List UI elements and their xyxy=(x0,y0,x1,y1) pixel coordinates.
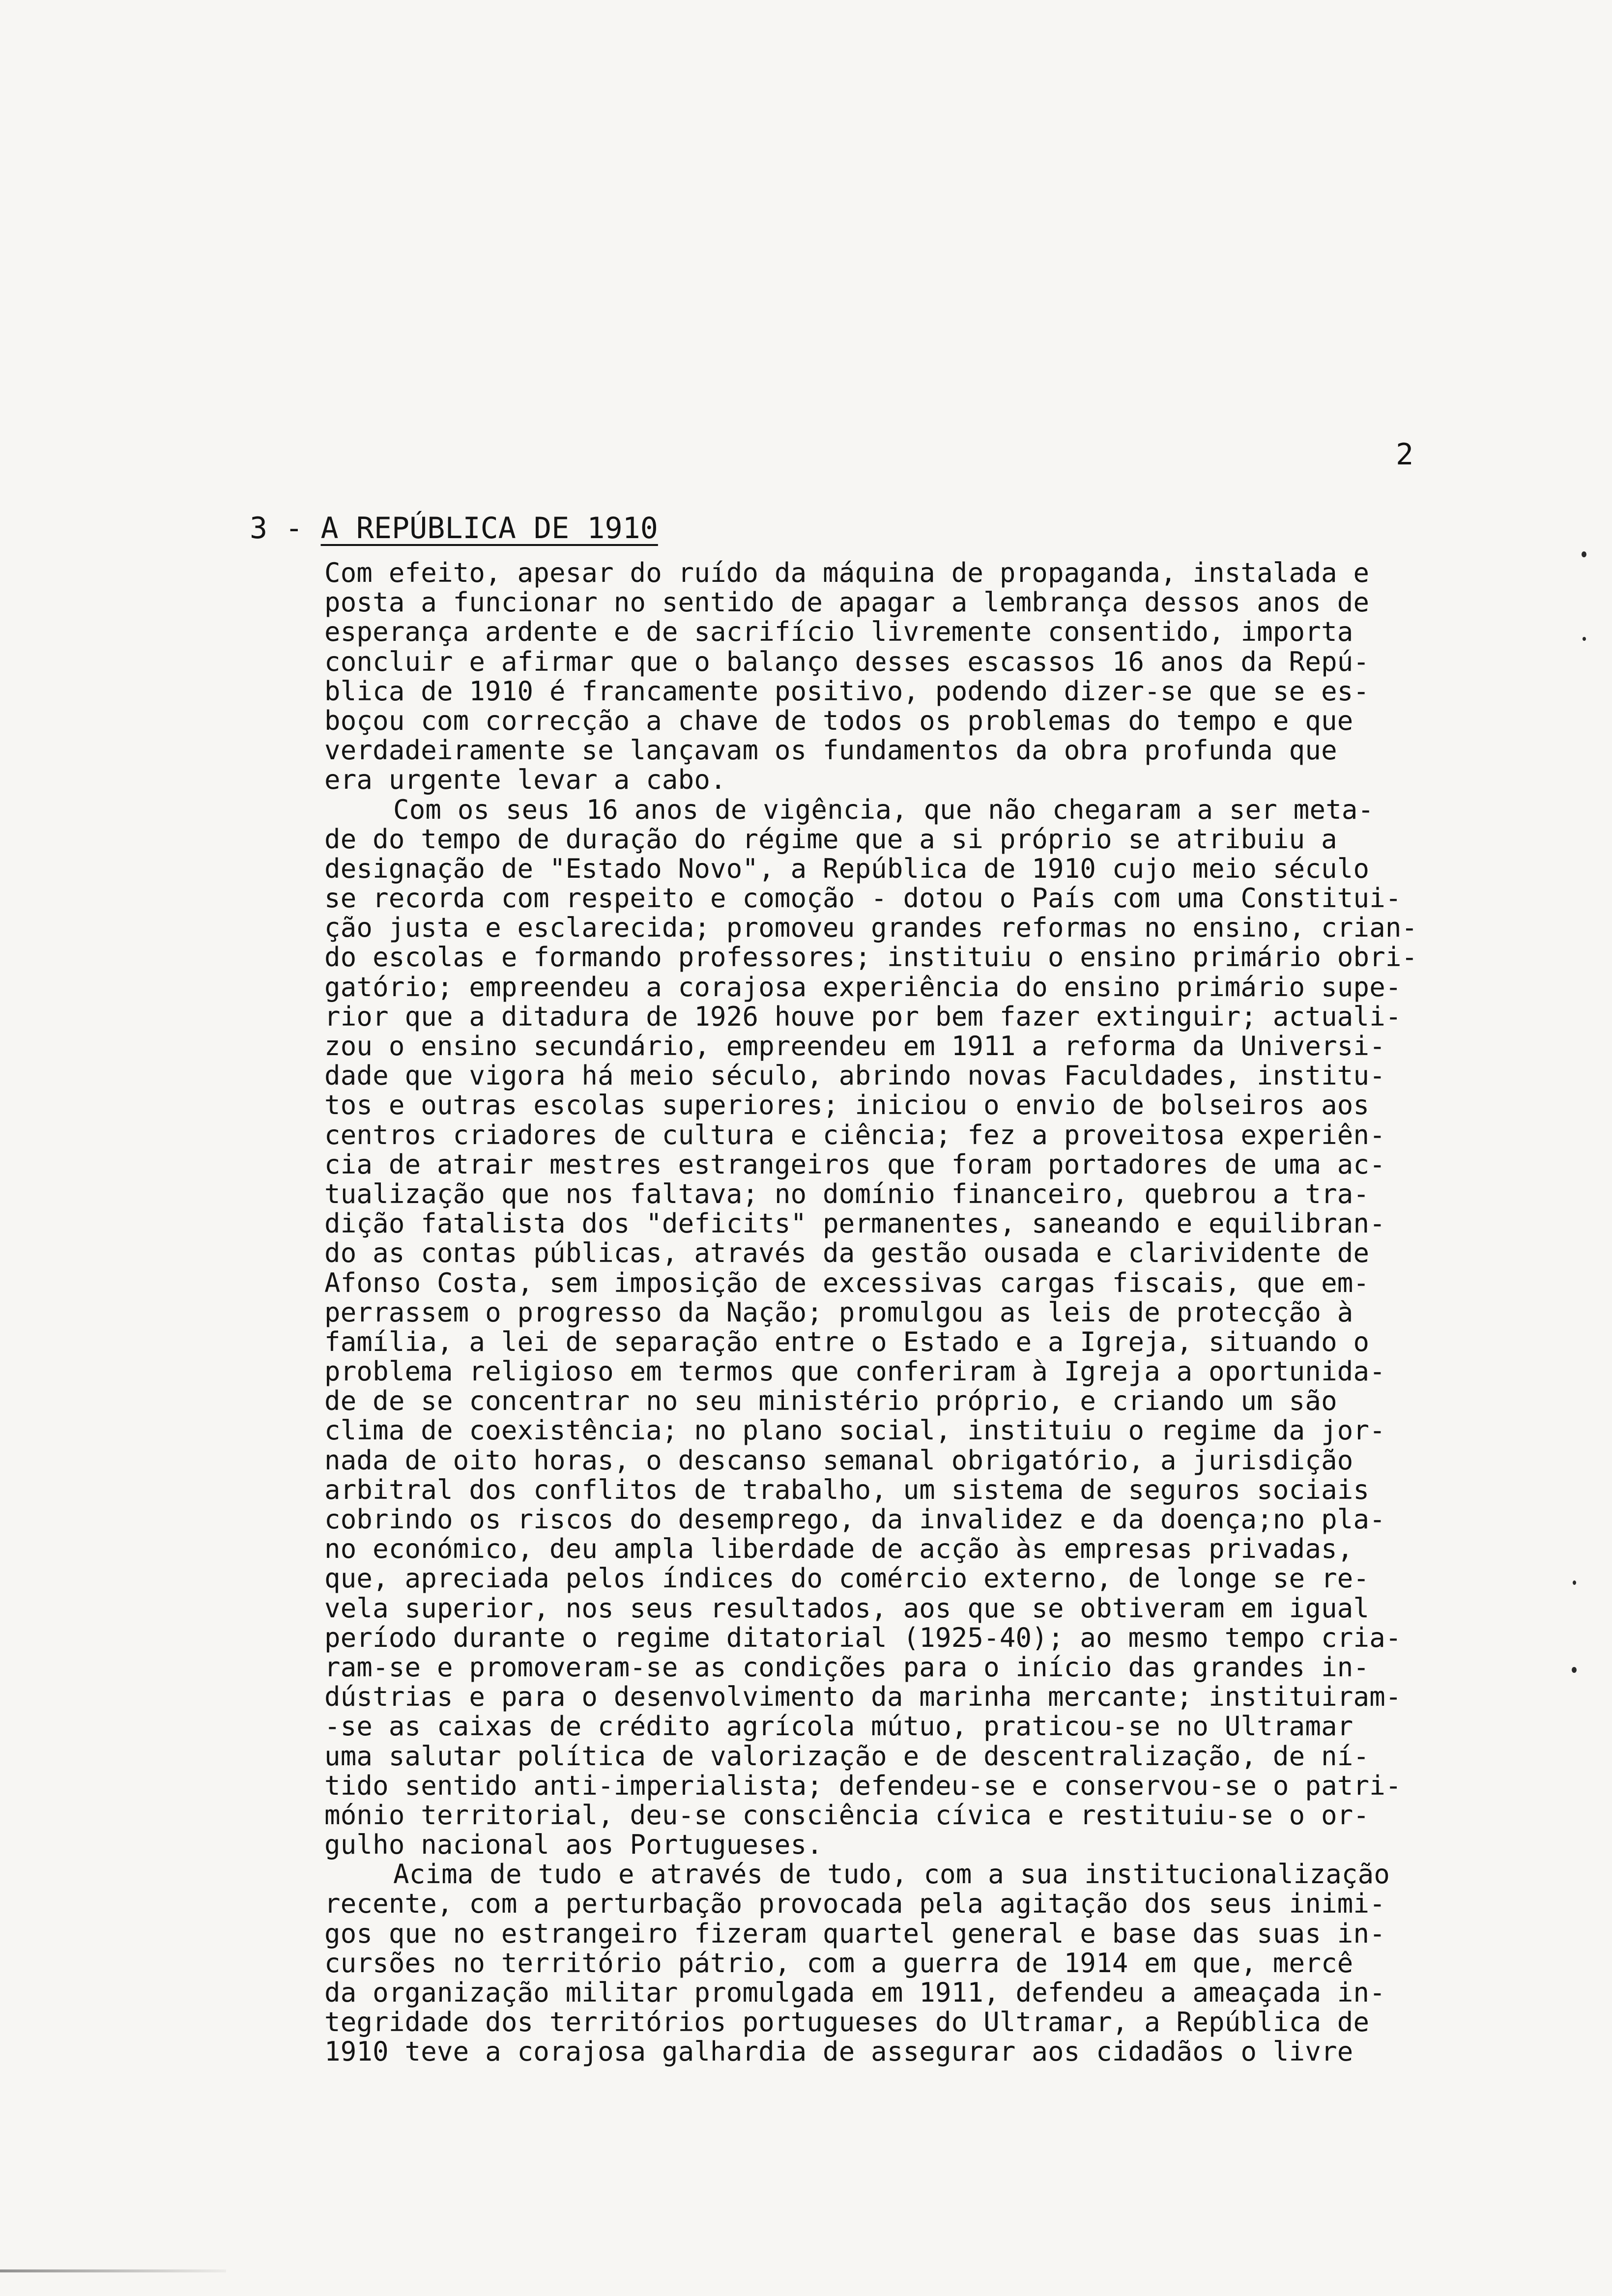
text-line: blica de 1910 é francamente positivo, podendo dizer-se que se es- xyxy=(324,675,1370,707)
text-line: cursões no território pátrio, com a guerra de 1914 em que, mercê xyxy=(324,1947,1353,1979)
scan-smudge xyxy=(0,2269,226,2272)
text-line: dade que vigora há meio século, abrindo novas Faculdades, institu- xyxy=(324,1060,1385,1091)
text-line: do as contas públicas, através da gestão ousada e clarividente de xyxy=(324,1237,1370,1269)
text-line: da organização militar promulgada em 1911, defendeu a ameaçada in- xyxy=(324,1977,1385,2008)
text-line: de do tempo de duração do régime que a si próprio se atribuiu a xyxy=(324,823,1337,855)
text-line: gos que no estrangeiro fizeram quartel general e base das suas in- xyxy=(324,1918,1385,1949)
text-line: gulho nacional aos Portugueses. xyxy=(324,1829,823,1861)
text-line: dústrias e para o desenvolvimento da marinha mercante; instituiram- xyxy=(324,1681,1402,1713)
text-line: zou o ensino secundário, empreendeu em 1911 a reforma da Universi- xyxy=(324,1031,1385,1062)
text-line: Acima de tudo e através de tudo, com a sua institucionalização xyxy=(393,1859,1390,1890)
text-line: de de se concentrar no seu ministério próprio, e criando um são xyxy=(324,1385,1337,1417)
text-line: boçou com correcção a chave de todos os problemas do tempo e que xyxy=(324,705,1353,736)
ink-speck xyxy=(1583,637,1586,641)
text-line: problema religioso em termos que conferiram à Igreja a oportunida- xyxy=(324,1356,1385,1387)
text-line: perrassem o progresso da Nação; promulgou as leis de protecção à xyxy=(324,1296,1353,1328)
text-line: cia de atrair mestres estrangeiros que foram portadores de uma ac- xyxy=(324,1148,1385,1180)
text-line: do escolas e formando professores; instituiu o ensino primário obri- xyxy=(324,942,1418,973)
text-line: gatório; empreendeu a corajosa experiência do ensino primário supe- xyxy=(324,971,1402,1003)
text-line: designação de "Estado Novo", a República de 1910 cujo meio século xyxy=(324,853,1370,884)
section-heading xyxy=(250,511,658,545)
text-line: rior que a ditadura de 1926 houve por bem fazer extinguir; actuali- xyxy=(324,1001,1402,1032)
text-line: uma salutar política de valorização e de descentralização, de ní- xyxy=(324,1740,1370,1772)
text-line: tualização que nos faltava; no domínio financeiro, quebrou a tra- xyxy=(324,1178,1370,1209)
text-line: dição fatalista dos "deficits" permanentes, saneando e equilibran- xyxy=(324,1208,1385,1239)
text-line: -se as caixas de crédito agrícola mútuo, praticou-se no Ultramar xyxy=(324,1711,1353,1742)
section-title: A REPÚBLICA DE 1910 xyxy=(320,511,658,545)
text-line: tegridade dos territórios portugueses do Ultramar, a República de xyxy=(324,2007,1370,2038)
text-line: Afonso Costa, sem imposição de excessivas cargas fiscais, que em- xyxy=(324,1267,1370,1298)
text-line: centros criadores de cultura e ciência; fez a proveitosa experiên- xyxy=(324,1119,1385,1150)
text-line: posta a funcionar no sentido de apagar a lembrança dessos anos de xyxy=(324,587,1370,618)
text-line: se recorda com respeito e comoção - dotou o País com uma Constitui- xyxy=(324,883,1402,914)
text-line: mónio territorial, deu-se consciência cívica e restituiu-se o or- xyxy=(324,1799,1370,1831)
text-line: nada de oito horas, o descanso semanal obrigatório, a jurisdição xyxy=(324,1444,1353,1476)
text-line: verdadeiramente se lançavam os fundamentos da obra profunda que xyxy=(324,735,1337,766)
text-line: Com efeito, apesar do ruído da máquina de propaganda, instalada e xyxy=(324,557,1370,588)
text-line: tido sentido anti-imperialista; defendeu-se e conservou-se o patri- xyxy=(324,1770,1402,1801)
text-line: família, a lei de separação entre o Estado e a Igreja, situando o xyxy=(324,1326,1370,1357)
text-line: no económico, deu ampla liberdade de acção às empresas privadas, xyxy=(324,1533,1353,1565)
text-line: ram-se e promoveram-se as condições para o início das grandes in- xyxy=(324,1651,1370,1683)
text-line: que, apreciada pelos índices do comércio externo, de longe se re- xyxy=(324,1563,1370,1594)
text-line: tos e outras escolas superiores; iniciou o envio de bolseiros aos xyxy=(324,1090,1370,1121)
ink-speck xyxy=(1572,1667,1577,1673)
ink-speck xyxy=(1582,551,1586,557)
text-line: período durante o regime ditatorial (1925-40); ao mesmo tempo cria- xyxy=(324,1622,1402,1653)
ink-speck xyxy=(1573,1580,1576,1585)
section-number: 3 - xyxy=(250,511,303,545)
text-line: era urgente levar a cabo. xyxy=(324,764,726,796)
body-text xyxy=(324,558,1524,2067)
text-line: concluir e afirmar que o balanço desses escassos 16 anos da Repú- xyxy=(324,646,1370,677)
text-line: ção justa e esclarecida; promoveu grandes reformas no ensino, crian- xyxy=(324,912,1418,944)
text-line: clima de coexistência; no plano social, instituiu o regime da jor- xyxy=(324,1415,1385,1446)
text-line: recente, com a perturbação provocada pela agitação dos seus inimi- xyxy=(324,1888,1385,1920)
text-line: Com os seus 16 anos de vigência, que não chegaram a ser meta- xyxy=(393,794,1374,825)
text-line: cobrindo os riscos do desemprego, da invalidez e da doença;no pla- xyxy=(324,1504,1385,1535)
page-number: 2 xyxy=(1396,437,1414,472)
text-line: arbitral dos conflitos de trabalho, um sistema de seguros sociais xyxy=(324,1474,1370,1505)
text-line: esperança ardente e de sacrifício livremente consentido, importa xyxy=(324,616,1353,648)
text-line: 1910 teve a corajosa galhardia de assegurar aos cidadãos o livre xyxy=(324,2036,1353,2067)
text-line: vela superior, nos seus resultados, aos que se obtiveram em igual xyxy=(324,1592,1370,1624)
